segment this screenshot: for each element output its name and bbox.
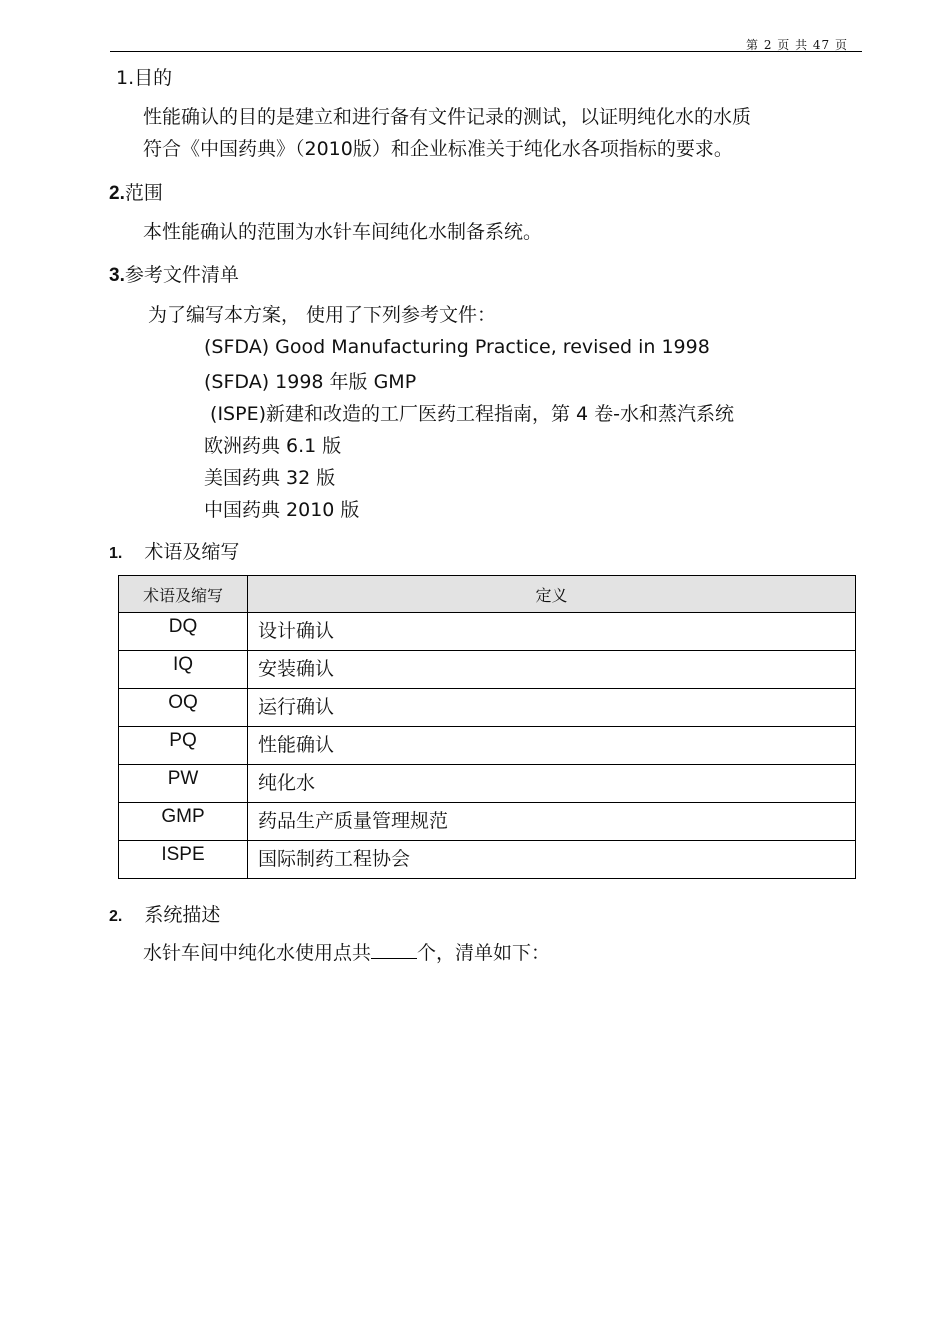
column-header-term: 术语及缩写: [119, 576, 248, 613]
reference-item: (SFDA) 1998 年版 GMP: [204, 371, 417, 393]
reference-item: 欧洲药典 6.1 版: [204, 435, 342, 457]
reference-item: 美国药典 32 版: [204, 467, 336, 489]
section-number: 2.: [109, 183, 125, 204]
section-title: 系统描述: [144, 904, 221, 926]
definition-cell: 国际制药工程协会: [248, 841, 856, 879]
references-intro: 为了编写本方案， 使用了下列参考文件：: [148, 304, 497, 326]
section-terms-heading: [109, 537, 239, 564]
reference-item: 中国药典 2010 版: [204, 499, 360, 521]
term-cell: DQ: [119, 613, 248, 651]
header-rule: [110, 51, 862, 52]
term-cell: GMP: [119, 803, 248, 841]
definition-cell: 药品生产质量管理规范: [248, 803, 856, 841]
table-row: [119, 727, 856, 765]
section-number: 3.: [109, 265, 125, 286]
table-row: [119, 613, 856, 651]
section-title: 范围: [124, 182, 163, 204]
system-text-before: 水针车间中纯化水使用点共: [143, 942, 372, 964]
table-row: [119, 689, 856, 727]
table-row: [119, 651, 856, 689]
section-number: 2.: [109, 908, 123, 925]
reference-item: (ISPE)新建和改造的工厂医药工程指南，第 4 卷-水和蒸汽系统: [204, 403, 735, 425]
page-number: 第 2 页 共 47 页: [746, 38, 848, 52]
section-number: 1.: [116, 67, 135, 89]
section-title: 参考文件清单: [124, 264, 239, 286]
table-row: [119, 765, 856, 803]
section-title: 目的: [134, 67, 173, 89]
definition-cell: 安装确认: [248, 651, 856, 689]
table-row: [119, 803, 856, 841]
definition-cell: 纯化水: [248, 765, 856, 803]
system-text-after: 个，清单如下：: [417, 942, 551, 964]
column-header-definition: 定义: [248, 576, 856, 613]
term-cell: PQ: [119, 727, 248, 765]
table-row: [119, 841, 856, 879]
definition-cell: 运行确认: [248, 689, 856, 727]
scope-paragraph: 本性能确认的范围为水针车间纯化水制备系统。: [143, 221, 543, 243]
term-cell: ISPE: [119, 841, 248, 879]
definition-cell: 设计确认: [248, 613, 856, 651]
terms-table: [118, 575, 856, 879]
section-system-heading: [109, 900, 220, 927]
purpose-paragraph-line-1: 性能确认的目的是建立和进行备有文件记录的测试，以证明纯化水的水质: [143, 106, 752, 128]
term-cell: PW: [119, 765, 248, 803]
term-cell: OQ: [119, 689, 248, 727]
section-references-heading: [109, 260, 239, 287]
section-purpose-heading: [116, 63, 172, 90]
definition-cell: 性能确认: [248, 727, 856, 765]
section-scope-heading: [109, 178, 163, 205]
fill-in-blank[interactable]: [371, 940, 417, 959]
section-title: 术语及缩写: [144, 541, 240, 563]
table-header-row: [119, 576, 856, 613]
purpose-paragraph-line-2: 符合《中国药典》（2010版）和企业标准关于纯化水各项指标的要求。: [143, 138, 733, 160]
section-number: 1.: [109, 545, 123, 562]
reference-item: (SFDA) Good Manufacturing Practice, revised in 1998: [204, 336, 710, 358]
term-cell: IQ: [119, 651, 248, 689]
system-paragraph: [143, 937, 550, 969]
